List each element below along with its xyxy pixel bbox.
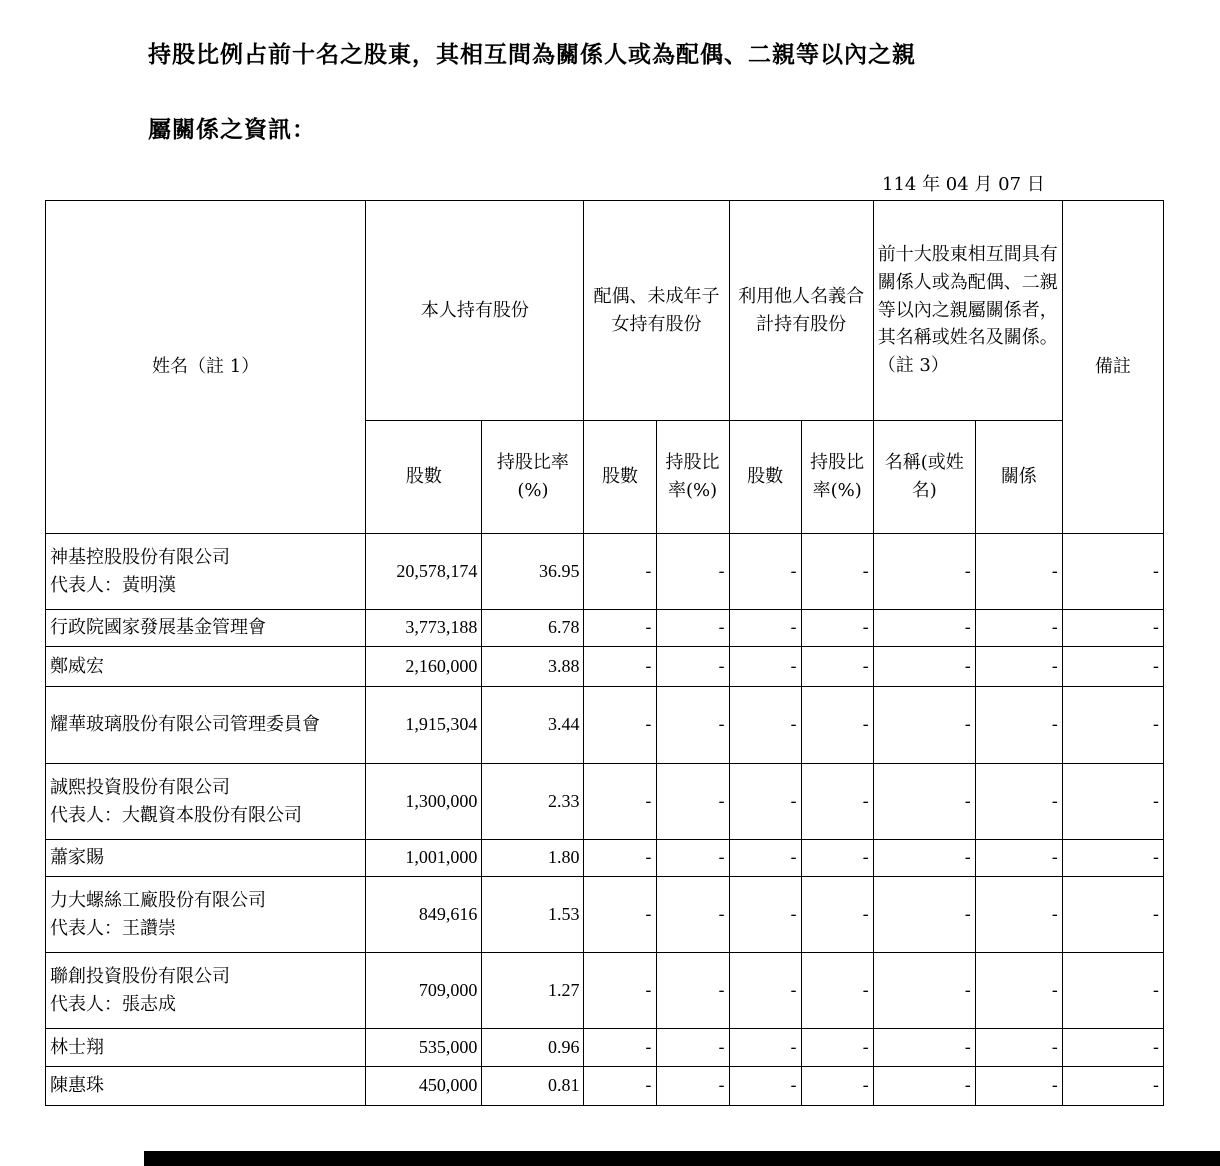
table-row (46, 534, 1164, 610)
shareholder-name: 鄭威宏 (50, 655, 104, 677)
spouse-ratio-value: - (656, 953, 729, 1029)
shareholder-name: 力大螺絲工廠股份有限公司 (50, 889, 266, 911)
spouse-ratio-value: - (656, 534, 729, 610)
subheader-relation: 關係 (975, 421, 1062, 534)
shareholder-name-cell (46, 647, 366, 687)
own-shares-value: 2,160,000 (366, 647, 482, 687)
subheader-spouse-ratio: 持股比率(%) (656, 421, 729, 534)
nominee-ratio-value: - (801, 953, 873, 1029)
relation-value: - (975, 610, 1062, 647)
spouse-ratio-value: - (656, 877, 729, 953)
shareholder-name: 林士翔 (50, 1036, 104, 1058)
spouse-ratio-value: - (656, 610, 729, 647)
nominee-ratio-value: - (801, 687, 873, 764)
shareholder-name-cell (46, 1029, 366, 1067)
own-shares-value: 709,000 (366, 953, 482, 1029)
own-ratio-value: 1.27 (482, 953, 584, 1029)
related-name-value: - (873, 1029, 975, 1067)
own-shares-value: 1,300,000 (366, 764, 482, 840)
nominee-ratio-value: - (801, 1029, 873, 1067)
spouse-ratio-value: - (656, 840, 729, 877)
nominee-ratio-value: - (801, 647, 873, 687)
remark-value: - (1062, 840, 1163, 877)
subheader-nominee-shares: 股數 (729, 421, 801, 534)
own-shares-value: 450,000 (366, 1067, 482, 1106)
spouse-shares-value: - (584, 647, 656, 687)
own-ratio-value: 2.33 (482, 764, 584, 840)
own-ratio-value: 1.80 (482, 840, 584, 877)
remark-value: - (1062, 610, 1163, 647)
header-nominee-shares: 利用他人名義合計持有股份 (729, 201, 873, 421)
remark-value: - (1062, 1067, 1163, 1106)
shareholder-representative: 代表人：王讚崇 (50, 917, 176, 939)
subheader-own-ratio: 持股比率(%) (482, 421, 584, 534)
spouse-ratio-value: - (656, 764, 729, 840)
shareholder-name-cell (46, 1067, 366, 1106)
own-ratio-value: 0.96 (482, 1029, 584, 1067)
nominee-shares-value: - (729, 647, 801, 687)
nominee-shares-value: - (729, 534, 801, 610)
subheader-nominee-ratio: 持股比率(%) (801, 421, 873, 534)
own-ratio-value: 3.88 (482, 647, 584, 687)
relation-value: - (975, 1029, 1062, 1067)
own-ratio-value: 36.95 (482, 534, 584, 610)
remark-value: - (1062, 877, 1163, 953)
relation-value: - (975, 534, 1062, 610)
spouse-ratio-value: - (656, 647, 729, 687)
page-title-line-1: 持股比例占前十名之股東，其相互間為關係人或為配偶、二親等以內之親 (148, 42, 916, 68)
spouse-shares-value: - (584, 764, 656, 840)
page-title-line-2: 屬關係之資訊： (148, 117, 316, 143)
spouse-shares-value: - (584, 1029, 656, 1067)
shareholder-name: 陳惠珠 (50, 1075, 104, 1097)
spouse-shares-value: - (584, 1067, 656, 1106)
header-name: 姓名（註 1） (46, 201, 366, 534)
own-ratio-value: 3.44 (482, 687, 584, 764)
nominee-shares-value: - (729, 840, 801, 877)
relation-value: - (975, 1067, 1062, 1106)
subheader-spouse-shares: 股數 (584, 421, 656, 534)
spouse-shares-value: - (584, 534, 656, 610)
own-shares-value: 1,915,304 (366, 687, 482, 764)
shareholder-representative: 代表人：張志成 (50, 993, 176, 1015)
own-shares-value: 849,616 (366, 877, 482, 953)
shareholder-rows (46, 534, 1164, 1106)
spouse-ratio-value: - (656, 1067, 729, 1106)
shareholder-representative: 代表人：大觀資本股份有限公司 (50, 804, 302, 826)
nominee-shares-value: - (729, 953, 801, 1029)
related-name-value: - (873, 610, 975, 647)
related-name-value: - (873, 840, 975, 877)
remark-value: - (1062, 647, 1163, 687)
related-name-value: - (873, 764, 975, 840)
own-ratio-value: 6.78 (482, 610, 584, 647)
related-name-value: - (873, 877, 975, 953)
subheader-related-name: 名稱(或姓名) (873, 421, 975, 534)
nominee-shares-value: - (729, 1067, 801, 1106)
own-ratio-value: 0.81 (482, 1067, 584, 1106)
header-remark: 備註 (1062, 201, 1163, 534)
shareholder-name-cell (46, 877, 366, 953)
own-shares-value: 20,578,174 (366, 534, 482, 610)
relation-value: - (975, 647, 1062, 687)
nominee-shares-value: - (729, 877, 801, 953)
spouse-ratio-value: - (656, 687, 729, 764)
related-name-value: - (873, 953, 975, 1029)
shareholder-name: 行政院國家發展基金管理會 (50, 617, 266, 639)
spouse-shares-value: - (584, 687, 656, 764)
shareholder-name: 蕭家賜 (50, 847, 104, 869)
footer-bar (144, 1151, 1220, 1166)
shareholder-name: 聯創投資股份有限公司 (50, 965, 230, 987)
related-name-value: - (873, 534, 975, 610)
remark-value: - (1062, 687, 1163, 764)
table-row (46, 953, 1164, 1029)
remark-value: - (1062, 953, 1163, 1029)
header-spouse-shares: 配偶、未成年子女持有股份 (584, 201, 729, 421)
remark-value: - (1062, 534, 1163, 610)
nominee-shares-value: - (729, 1029, 801, 1067)
relation-value: - (975, 840, 1062, 877)
table-row (46, 647, 1164, 687)
shareholder-name: 誠熙投資股份有限公司 (50, 776, 230, 798)
spouse-shares-value: - (584, 840, 656, 877)
spouse-shares-value: - (584, 953, 656, 1029)
table-row (46, 877, 1164, 953)
own-shares-value: 3,773,188 (366, 610, 482, 647)
nominee-ratio-value: - (801, 764, 873, 840)
shareholder-table (45, 200, 1164, 1106)
table-row (46, 1029, 1164, 1067)
header-own-shares: 本人持有股份 (366, 201, 584, 421)
relation-value: - (975, 953, 1062, 1029)
table-row (46, 610, 1164, 647)
shareholder-name-cell (46, 764, 366, 840)
table-row (46, 1067, 1164, 1106)
nominee-ratio-value: - (801, 534, 873, 610)
spouse-shares-value: - (584, 877, 656, 953)
shareholder-representative: 代表人：黃明漢 (50, 574, 176, 596)
spouse-ratio-value: - (656, 1029, 729, 1067)
nominee-shares-value: - (729, 687, 801, 764)
related-name-value: - (873, 647, 975, 687)
relation-value: - (975, 877, 1062, 953)
remark-value: - (1062, 764, 1163, 840)
remark-value: - (1062, 1029, 1163, 1067)
subheader-own-shares: 股數 (366, 421, 482, 534)
related-name-value: - (873, 1067, 975, 1106)
own-ratio-value: 1.53 (482, 877, 584, 953)
nominee-ratio-value: - (801, 877, 873, 953)
relation-value: - (975, 687, 1062, 764)
header-related-parties: 前十大股東相互間具有關係人或為配偶、二親等以內之親屬關係者，其名稱或姓名及關係。（註 3） (873, 201, 1062, 421)
related-name-value: - (873, 687, 975, 764)
shareholder-name-cell (46, 953, 366, 1029)
nominee-shares-value: - (729, 764, 801, 840)
shareholder-name-cell (46, 840, 366, 877)
report-date: 114 年 04 月 07 日 (882, 174, 1045, 195)
nominee-ratio-value: - (801, 840, 873, 877)
shareholder-name-cell (46, 687, 366, 764)
shareholder-name: 神基控股股份有限公司 (50, 546, 230, 568)
own-shares-value: 535,000 (366, 1029, 482, 1067)
spouse-shares-value: - (584, 610, 656, 647)
nominee-ratio-value: - (801, 1067, 873, 1106)
table-row (46, 840, 1164, 877)
relation-value: - (975, 764, 1062, 840)
shareholder-name: 耀華玻璃股份有限公司管理委員會 (50, 714, 320, 736)
table-row (46, 687, 1164, 764)
table-row (46, 764, 1164, 840)
shareholder-name-cell (46, 534, 366, 610)
own-shares-value: 1,001,000 (366, 840, 482, 877)
nominee-shares-value: - (729, 610, 801, 647)
nominee-ratio-value: - (801, 610, 873, 647)
shareholder-name-cell (46, 610, 366, 647)
